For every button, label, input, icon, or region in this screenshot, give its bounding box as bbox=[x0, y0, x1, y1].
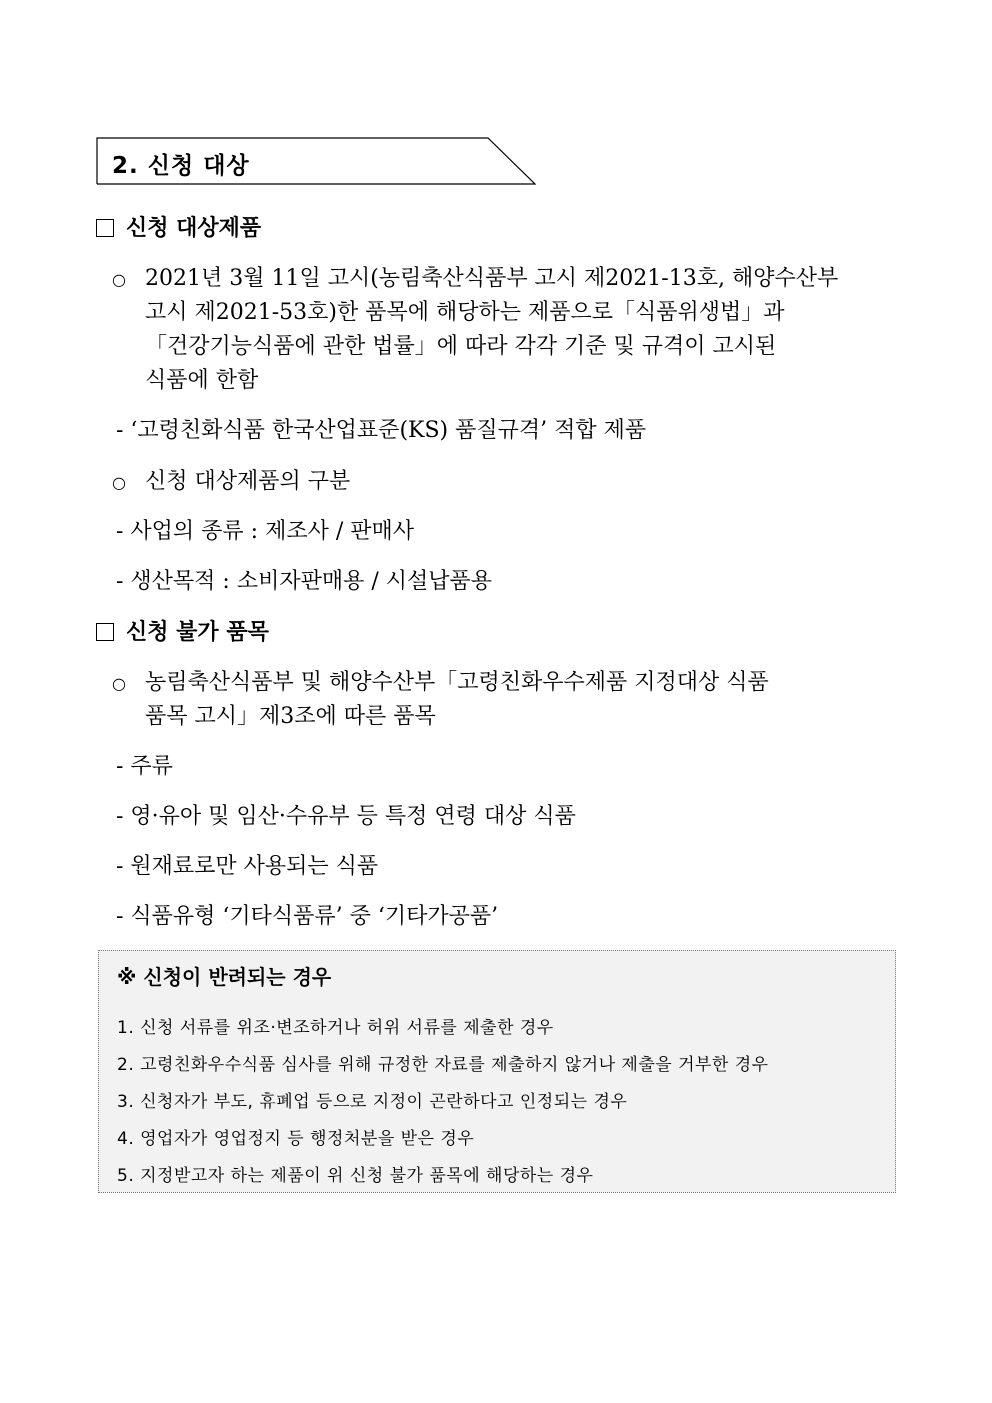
section-title: 2. 신청 대상 bbox=[112, 153, 250, 179]
ks-standard-item: - ‘고령친화식품 한국산업표준(KS) 품질규격’ 적합 제품 bbox=[116, 418, 647, 443]
ineligible-intro-line: 품목 고시」제3조에 따른 품목 bbox=[145, 704, 436, 729]
notice-item: 4. 영업자가 영업정지 등 행정처분을 받은 경우 bbox=[117, 1129, 475, 1149]
notice-item: 5. 지정받고자 하는 제품이 위 신청 불가 품목에 해당하는 경우 bbox=[117, 1166, 594, 1186]
ineligible-heading-row bbox=[96, 616, 269, 650]
eligible-intro-paragraph bbox=[145, 262, 897, 398]
ineligible-item: - 원재료로만 사용되는 식품 bbox=[116, 854, 379, 879]
eligible-heading: 신청 대상제품 bbox=[126, 216, 262, 241]
ineligible-intro-line: 농림축산식품부 및 해양수산부「고령친화우수제품 지정대상 식품 bbox=[145, 670, 769, 695]
notice-item: 3. 신청자가 부도, 휴폐업 등으로 지정이 곤란하다고 인정되는 경우 bbox=[117, 1092, 628, 1112]
circle-bullet-icon: ○ bbox=[112, 674, 126, 693]
circle-bullet-icon: ○ bbox=[112, 473, 126, 492]
ineligible-item: - 주류 bbox=[116, 754, 173, 779]
business-type-item: - 사업의 종류 : 제조사 / 판매사 bbox=[116, 519, 414, 544]
rejection-notice-box bbox=[98, 950, 896, 1193]
eligible-intro-line: 식품에 한함 bbox=[145, 368, 259, 393]
section-header bbox=[96, 137, 536, 185]
ineligible-item: - 영·유아 및 임산·수유부 등 특정 연령 대상 식품 bbox=[116, 804, 576, 829]
circle-bullet-icon: ○ bbox=[112, 270, 126, 289]
eligible-intro-line: 「건강기능식품에 관한 법률」에 따라 각각 기준 및 규격이 고시된 bbox=[145, 334, 777, 359]
checkbox-square-icon bbox=[96, 623, 114, 641]
ineligible-intro-paragraph bbox=[145, 666, 897, 734]
production-purpose-item: - 생산목적 : 소비자판매용 / 시설납품용 bbox=[116, 569, 493, 594]
category-label: 신청 대상제품의 구분 bbox=[145, 469, 351, 494]
ineligible-heading: 신청 불가 품목 bbox=[126, 620, 269, 645]
checkbox-square-icon bbox=[96, 219, 114, 237]
eligible-intro-line: 고시 제2021-53호)한 품목에 해당하는 제품으로「식품위생법」과 bbox=[145, 300, 785, 325]
notice-title: ※ 신청이 반려되는 경우 bbox=[117, 965, 332, 989]
eligible-heading-row bbox=[96, 212, 261, 246]
notice-item: 1. 신청 서류를 위조·변조하거나 허위 서류를 제출한 경우 bbox=[117, 1018, 554, 1038]
notice-item: 2. 고령친화우수식품 심사를 위해 규정한 자료를 제출하지 않거나 제출을 거부한 경우 bbox=[117, 1055, 769, 1075]
eligible-intro-line: 2021년 3월 11일 고시(농림축산식품부 고시 제2021-13호, 해양수산부 bbox=[145, 266, 839, 291]
ineligible-item: - 식품유형 ‘기타식품류’ 중 ‘기타가공품’ bbox=[116, 904, 499, 929]
